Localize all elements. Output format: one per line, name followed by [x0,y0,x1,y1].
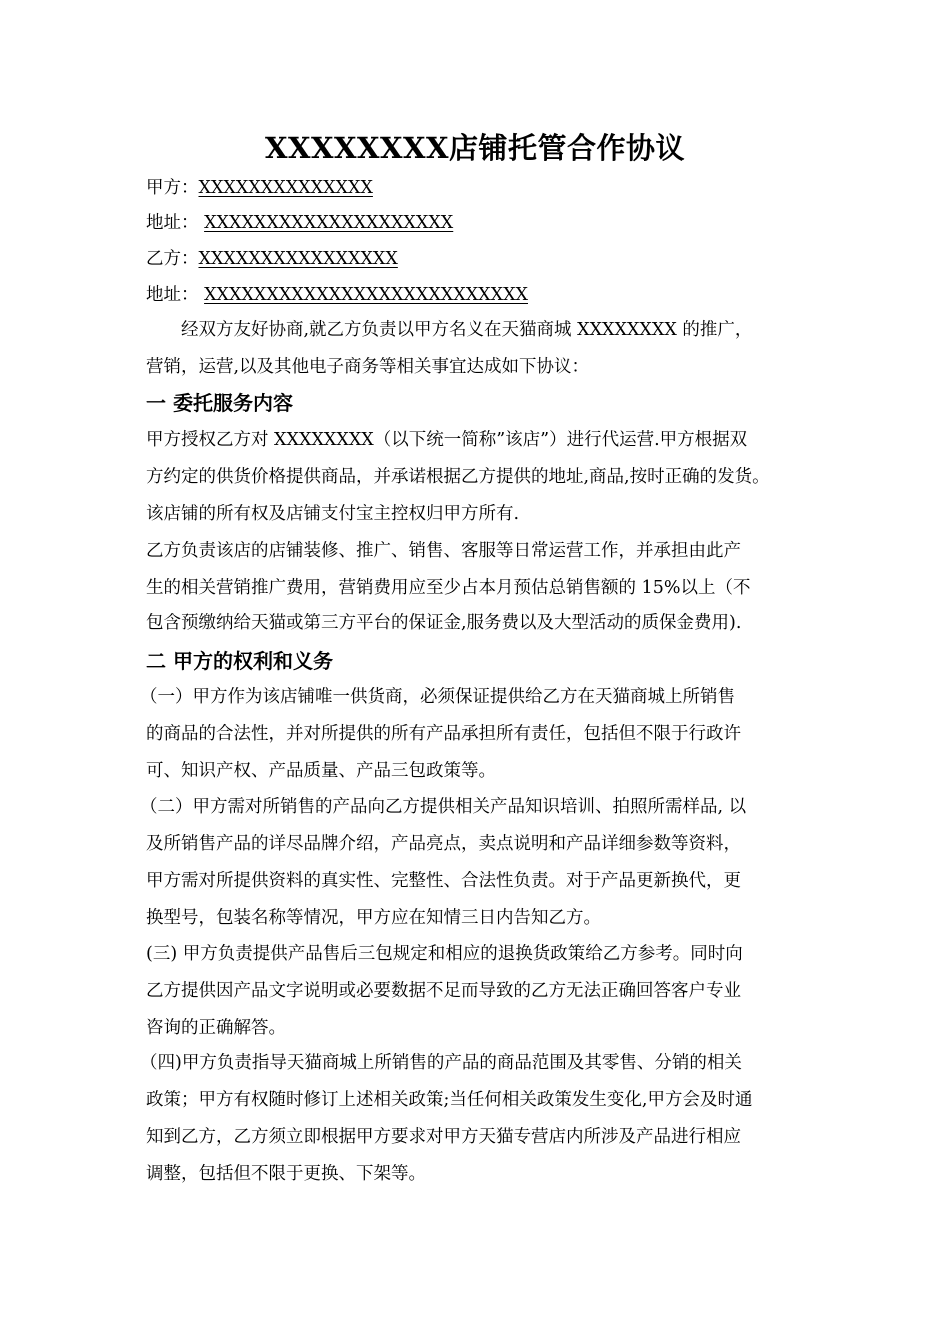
party-b-address-line [146,283,528,307]
section2-line: 知到乙方，乙方须立即根据甲方要求对甲方天猫专营店内所涉及产品进行相应 [146,1127,741,1147]
party-b-line [146,247,398,271]
section2-line: 调整，包括但不限于更换、下架等。 [146,1164,426,1184]
party-a-label: 甲方： [146,178,199,198]
party-b-address-value: XXXXXXXXXXXXXXXXXXXXXXXXXX [204,285,528,305]
section2-line: 政策；甲方有权随时修订上述相关政策;当任何相关政策发生变化,甲方会及时通 [146,1090,753,1110]
party-a-address-label: 地址： [146,213,199,233]
party-b-value: XXXXXXXXXXXXXXXX [198,249,398,269]
section1-line: 甲方授权乙方对 XXXXXXXX（以下统一简称”该店”）进行代运营.甲方根据双 [146,430,748,450]
section2-line: 可、知识产权、产品质量、产品三包政策等。 [146,761,496,781]
party-a-address-value: XXXXXXXXXXXXXXXXXXXX [204,213,454,233]
party-b-address-label: 地址： [146,285,199,305]
section2-line: 甲方需对所提供资料的真实性、完整性、合法性负责。对于产品更新换代，更 [146,871,741,891]
section2-line: （一）甲方作为该店铺唯一供货商，必须保证提供给乙方在天猫商城上所销售 [140,687,735,707]
section2-line: 咨询的正确解答。 [146,1018,286,1038]
section2-line: （四)甲方负责指导天猫商城上所销售的产品的商品范围及其零售、分销的相关 [140,1053,742,1073]
section2-line: （二）甲方需对所销售的产品向乙方提供相关产品知识培训、拍照所需样品, 以 [140,797,747,817]
section2-line: (三) 甲方负责提供产品售后三包规定和相应的退换货政策给乙方参考。同时向 [146,944,743,964]
section1-line: 生的相关营销推广费用，营销费用应至少占本月预估总销售额的 15%以上（不 [146,578,751,598]
section2-line: 乙方提供因产品文字说明或必要数据不足而导致的乙方无法正确回答客户专业 [146,981,741,1001]
section-heading-2: 二 甲方的权利和义务 [146,649,333,673]
document-title: XXXXXXXX店铺托管合作协议 [264,131,685,165]
section1-line: 乙方负责该店的店铺装修、推广、销售、客服等日常运营工作，并承担由此产 [146,541,741,561]
section1-line: 该店铺的所有权及店铺支付宝主控权归甲方所有. [146,504,520,524]
section2-line: 及所销售产品的详尽品牌介绍，产品亮点，卖点说明和产品详细参数等资料， [146,834,741,854]
party-b-label: 乙方： [146,249,199,269]
intro-line: 经双方友好协商,就乙方负责以甲方名义在天猫商城 XXXXXXXX 的推广， [181,320,753,340]
section-heading-1: 一 委托服务内容 [146,391,293,415]
section1-line: 包含预缴纳给天猫或第三方平台的保证金,服务费以及大型活动的质保金费用). [146,613,742,633]
party-a-value: XXXXXXXXXXXXXX [198,178,373,198]
intro-line: 营销，运营,以及其他电子商务等相关事宜达成如下协议： [146,357,590,377]
party-a-line [146,176,373,200]
section2-line: 的商品的合法性，并对所提供的所有产品承担所有责任，包括但不限于行政许 [146,724,741,744]
section1-line: 方约定的供货价格提供商品，并承诺根据乙方提供的地址,商品,按时正确的发货。 [146,467,770,487]
party-a-address-line [146,211,453,235]
section2-line: 换型号，包装名称等情况，甲方应在知情三日内告知乙方。 [146,908,601,928]
